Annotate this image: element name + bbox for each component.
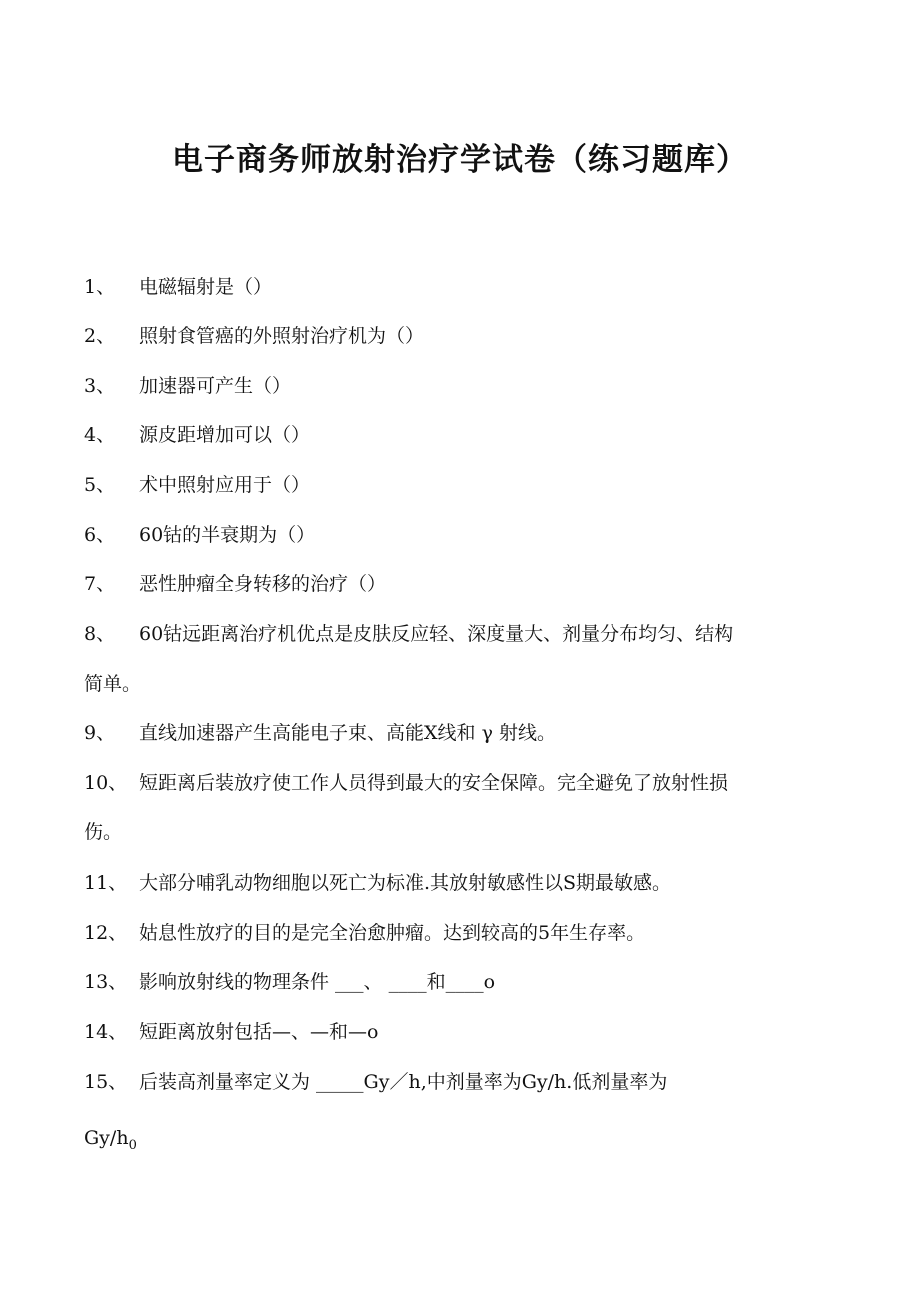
question-text: 直线加速器产生高能电子束、高能X线和 γ 射线。 xyxy=(139,722,556,744)
question-text: 短距离后装放疗使工作人员得到最大的安全保障。完全避免了放射性损 xyxy=(139,772,729,794)
page-title: 电子商务师放射治疗学试卷（练习题库） xyxy=(172,142,748,178)
question-number: 9、 xyxy=(84,722,116,744)
question-item xyxy=(84,362,824,411)
question-item xyxy=(84,511,824,560)
question-number: 14、 xyxy=(84,1021,128,1043)
question-text: 源皮距增加可以（） xyxy=(139,424,311,446)
question-text: 姑息性放疗的目的是完全治愈肿瘤。达到较高的5年生存率。 xyxy=(139,922,646,944)
question-number: 13、 xyxy=(84,971,128,993)
question-item xyxy=(84,709,824,758)
question-item xyxy=(84,411,824,460)
question-text: 照射食管癌的外照射治疗机为（） xyxy=(139,325,425,347)
question-item xyxy=(84,859,824,908)
question-number: 11、 xyxy=(84,872,128,894)
question-number: 12、 xyxy=(84,922,128,944)
question-continuation xyxy=(84,1114,137,1170)
question-text: 大部分哺乳动物细胞以死亡为标准.其放射敏感性以S期最敏感。 xyxy=(139,872,672,894)
question-number: 6、 xyxy=(84,524,116,546)
question-text: 60钴远距离治疗机优点是皮肤反应轻、深度量大、剂量分布均匀、结构 xyxy=(139,623,734,645)
question-number: 1、 xyxy=(84,276,116,298)
question-continuation: 简单。 xyxy=(84,673,142,695)
question-item xyxy=(84,263,824,312)
question-number: 5、 xyxy=(84,474,116,496)
question-item xyxy=(84,909,824,958)
unit-text: Gy/h xyxy=(84,1127,129,1149)
question-item xyxy=(84,461,824,510)
question-item xyxy=(84,1008,824,1057)
question-number: 8、 xyxy=(84,623,116,645)
question-item xyxy=(84,312,824,361)
question-number: 10、 xyxy=(84,772,128,794)
question-continuation: 伤。 xyxy=(84,821,123,843)
question-text: 影响放射线的物理条件 ___、 ____和____o xyxy=(139,971,496,993)
question-text: 恶性肿瘤全身转移的治疗（） xyxy=(139,573,387,595)
question-text: 后装高剂量率定义为 _____Gy／h,中剂量率为Gy/h.低剂量率为 xyxy=(139,1071,668,1093)
question-item xyxy=(84,1058,824,1107)
question-text: 加速器可产生（） xyxy=(139,375,292,397)
question-text: 短距离放射包括—、—和—o xyxy=(139,1021,379,1043)
question-number: 3、 xyxy=(84,375,116,397)
question-item xyxy=(84,958,824,1007)
question-item xyxy=(84,759,824,808)
unit-subscript: 0 xyxy=(128,1137,137,1153)
question-number: 15、 xyxy=(84,1071,128,1093)
question-number: 2、 xyxy=(84,325,116,347)
question-text: 术中照射应用于（） xyxy=(139,474,311,496)
question-number: 7、 xyxy=(84,573,116,595)
question-number: 4、 xyxy=(84,424,116,446)
question-item xyxy=(84,560,824,609)
question-text: 电磁辐射是（） xyxy=(139,276,273,298)
question-text: 60钴的半衰期为（） xyxy=(139,524,316,546)
question-item xyxy=(84,610,824,659)
